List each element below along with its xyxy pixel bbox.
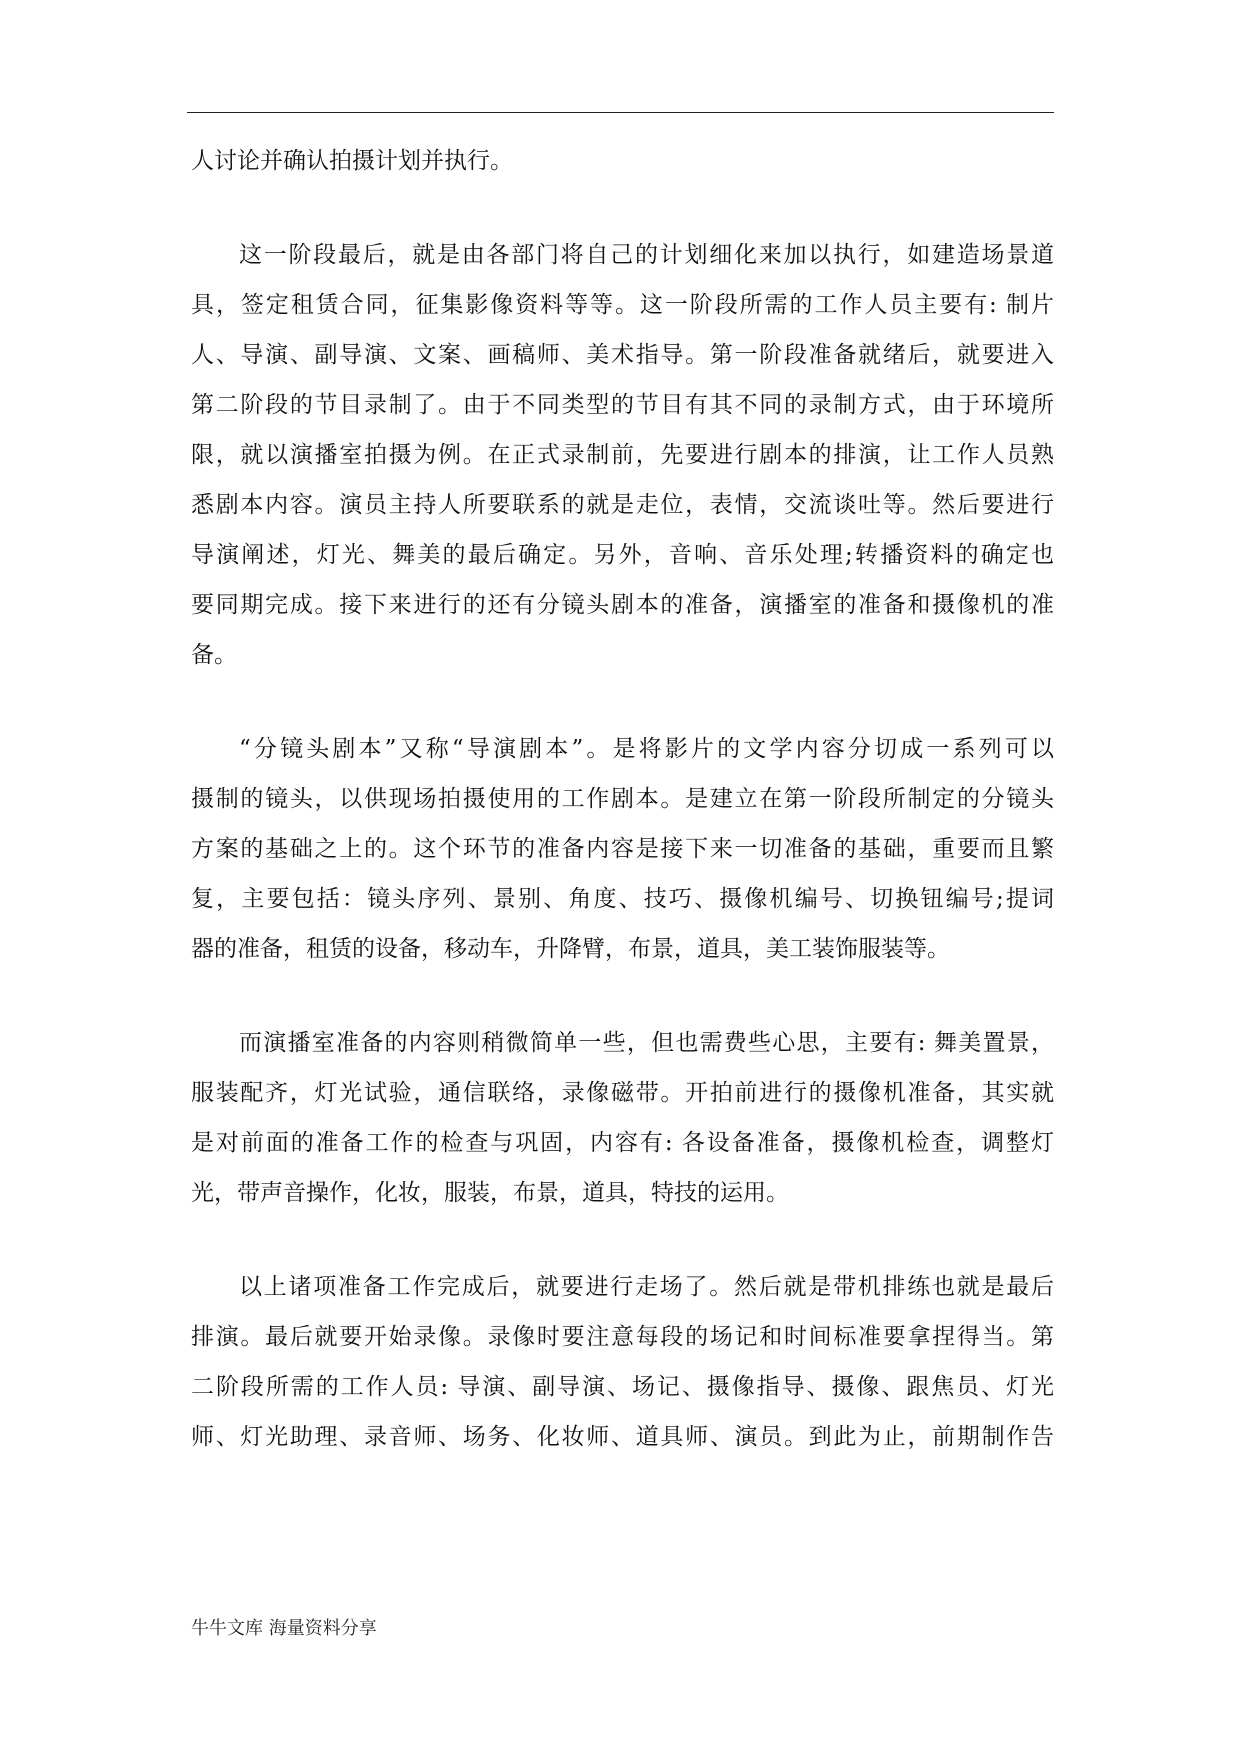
text-line: 而演播室准备的内容则稍微简单一些，但也需费些心思，主要有: 舞美置景， xyxy=(239,1030,1054,1056)
text-line: 人讨论并确认拍摄计划并执行。 xyxy=(191,148,513,174)
text-line: 人、导演、副导演、文案、画稿师、美术指导。第一阶段准备就绪后，就要进入 xyxy=(191,342,1054,368)
text-line: 具，签定租赁合同，征集影像资料等等。这一阶段所需的工作人员主要有: 制片 xyxy=(191,292,1054,318)
text-line: 服装配齐，灯光试验，通信联络，录像磁带。开拍前进行的摄像机准备，其实就 xyxy=(191,1080,1054,1106)
text-line: 是对前面的准备工作的检查与巩固，内容有: 各设备准备，摄像机检查，调整灯 xyxy=(191,1130,1054,1156)
text-line: 复，主要包括：镜头序列、景别、角度、技巧、摄像机编号、切换钮编号;提词 xyxy=(191,886,1054,912)
text-line: 悉剧本内容。演员主持人所要联系的就是走位，表情，交流谈吐等。然后要进行 xyxy=(191,492,1054,518)
text-line: 师、灯光助理、录音师、场务、化妆师、道具师、演员。到此为止，前期制作告 xyxy=(191,1424,1054,1450)
text-line: 第二阶段的节目录制了。由于不同类型的节目有其不同的录制方式，由于环境所 xyxy=(191,392,1054,418)
text-line: 方案的基础之上的。这个环节的准备内容是接下来一切准备的基础，重要而且繁 xyxy=(191,836,1054,862)
text-line: 摄制的镜头，以供现场拍摄使用的工作剧本。是建立在第一阶段所制定的分镜头 xyxy=(191,786,1054,812)
text-line: 备。 xyxy=(191,642,237,668)
text-line: “分镜头剧本”又称“导演剧本”。是将影片的文学内容分切成一系列可以 xyxy=(239,736,1054,762)
text-line: 导演阐述，灯光、舞美的最后确定。另外，音响、音乐处理;转播资料的确定也 xyxy=(191,542,1054,568)
header-rule xyxy=(187,112,1054,113)
text-line: 器的准备，租赁的设备，移动车，升降臂，布景，道具，美工装饰服装等。 xyxy=(191,936,950,962)
text-line: 这一阶段最后，就是由各部门将自己的计划细化来加以执行，如建造场景道 xyxy=(239,242,1054,268)
text-line: 二阶段所需的工作人员: 导演、副导演、场记、摄像指导、摄像、跟焦员、灯光 xyxy=(191,1374,1054,1400)
text-line: 要同期完成。接下来进行的还有分镜头剧本的准备，演播室的准备和摄像机的准 xyxy=(191,592,1054,618)
text-line: 排演。最后就要开始录像。录像时要注意每段的场记和时间标准要拿捏得当。第 xyxy=(191,1324,1054,1350)
page-footer: 牛牛文库 海量资料分享 xyxy=(191,1618,377,1639)
text-line: 限，就以演播室拍摄为例。在正式录制前，先要进行剧本的排演，让工作人员熟 xyxy=(191,442,1054,468)
text-line: 以上诸项准备工作完成后，就要进行走场了。然后就是带机排练也就是最后 xyxy=(239,1274,1054,1300)
text-line: 光，带声音操作，化妆，服装，布景，道具，特技的运用。 xyxy=(191,1180,789,1206)
